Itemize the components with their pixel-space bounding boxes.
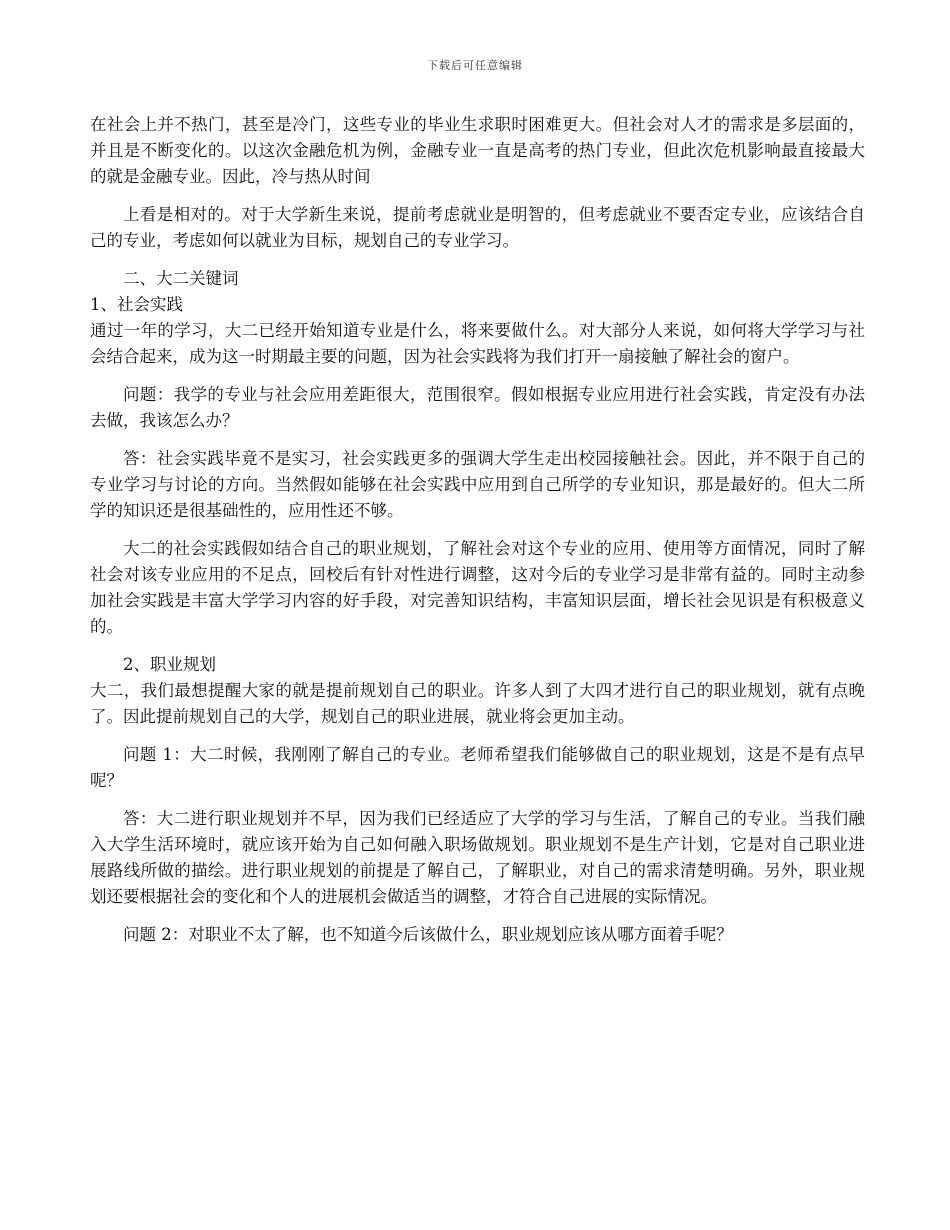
paragraph-5: 大二，我们最想提醒大家的就是提前规划自己的职业。许多人到了大四才进行自己的职业规划，就有点晚了。因此提前规划自己的大学，规划自己的职业进展，就业将会更加主动。 (90, 681, 865, 726)
subheading-social-practice: 1、社会实践 (90, 295, 183, 314)
question-paragraph: 问题：我学的专业与社会应用差距很大，范围很窄。假如根据专业应用进行社会实践，肯定没有办法去做，我该怎么办？ (90, 385, 865, 430)
paragraph-2: 上看是相对的。对于大学新生来说，提前考虑就业是明智的，但考虑就业不要否定专业，应该结合自己的专业，考虑如何以就业为目标，规划自己的专业学习。 (90, 205, 865, 250)
paragraph-3: 通过一年的学习，大二已经开始知道专业是什么，将来要做什么。对大部分人来说，如何将大学学习与社会结合起来，成为这一时期最主要的问题，因为社会实践将为我们打开一扇接触了解社会的窗户。 (90, 321, 865, 366)
answer-1-paragraph: 答：大二进行职业规划并不早，因为我们已经适应了大学的学习与生活，了解自己的专业。当我们融入大学生活环境时，就应该开始为自己如何融入职场做规划。职业规划不是生产计划，它是对自己职业进展路线所做的描绘。进行职业规划的前提是了解自己，了解职业，对自己的需求清楚明确。另外，职业规划还要根据社会的变化和个人的进展机会做适当的调整，才符合自己进展的实际情况。 (90, 809, 865, 906)
document-body (90, 112, 865, 948)
page-header: 下载后可任意编辑 (427, 59, 523, 72)
paragraph-4: 大二的社会实践假如结合自己的职业规划，了解社会对这个专业的应用、使用等方面情况，同时了解社会对该专业应用的不足点，回校后有针对性进行调整，这对今后的专业学习是非常有益的。同时主动参加社会实践是丰富大学学习内容的好手段，对完善知识结构，丰富知识层面，增长社会见识是有积极意义的。 (90, 539, 865, 636)
question-2-paragraph: 问题 2：对职业不太了解，也不知道今后该做什么，职业规划应该从哪方面着手呢？ (123, 925, 733, 944)
question-1-paragraph: 问题 1：大二时候，我刚刚了解自己的专业。老师希望我们能够做自己的职业规划，这是不是有点早呢？ (90, 745, 865, 790)
subheading-career-planning: 2、职业规划 (123, 655, 216, 674)
answer-paragraph: 答：社会实践毕竟不是实习，社会实践更多的强调大学生走出校园接触社会。因此，并不限于自己的专业学习与讨论的方向。当然假如能够在社会实践中应用到自己所学的专业知识，那是最好的。但大二所学的知识还是很基础性的，应用性还不够。 (90, 449, 865, 520)
paragraph-1: 在社会上并不热门，甚至是冷门，这些专业的毕业生求职时困难更大。但社会对人才的需求是多层面的，并且是不断变化的。以这次金融危机为例，金融专业一直是高考的热门专业，但此次危机影响最直接最大的就是金融专业。因此，冷与热从时间 (90, 115, 865, 186)
section-heading-2: 二、大二关键词 (123, 269, 239, 288)
